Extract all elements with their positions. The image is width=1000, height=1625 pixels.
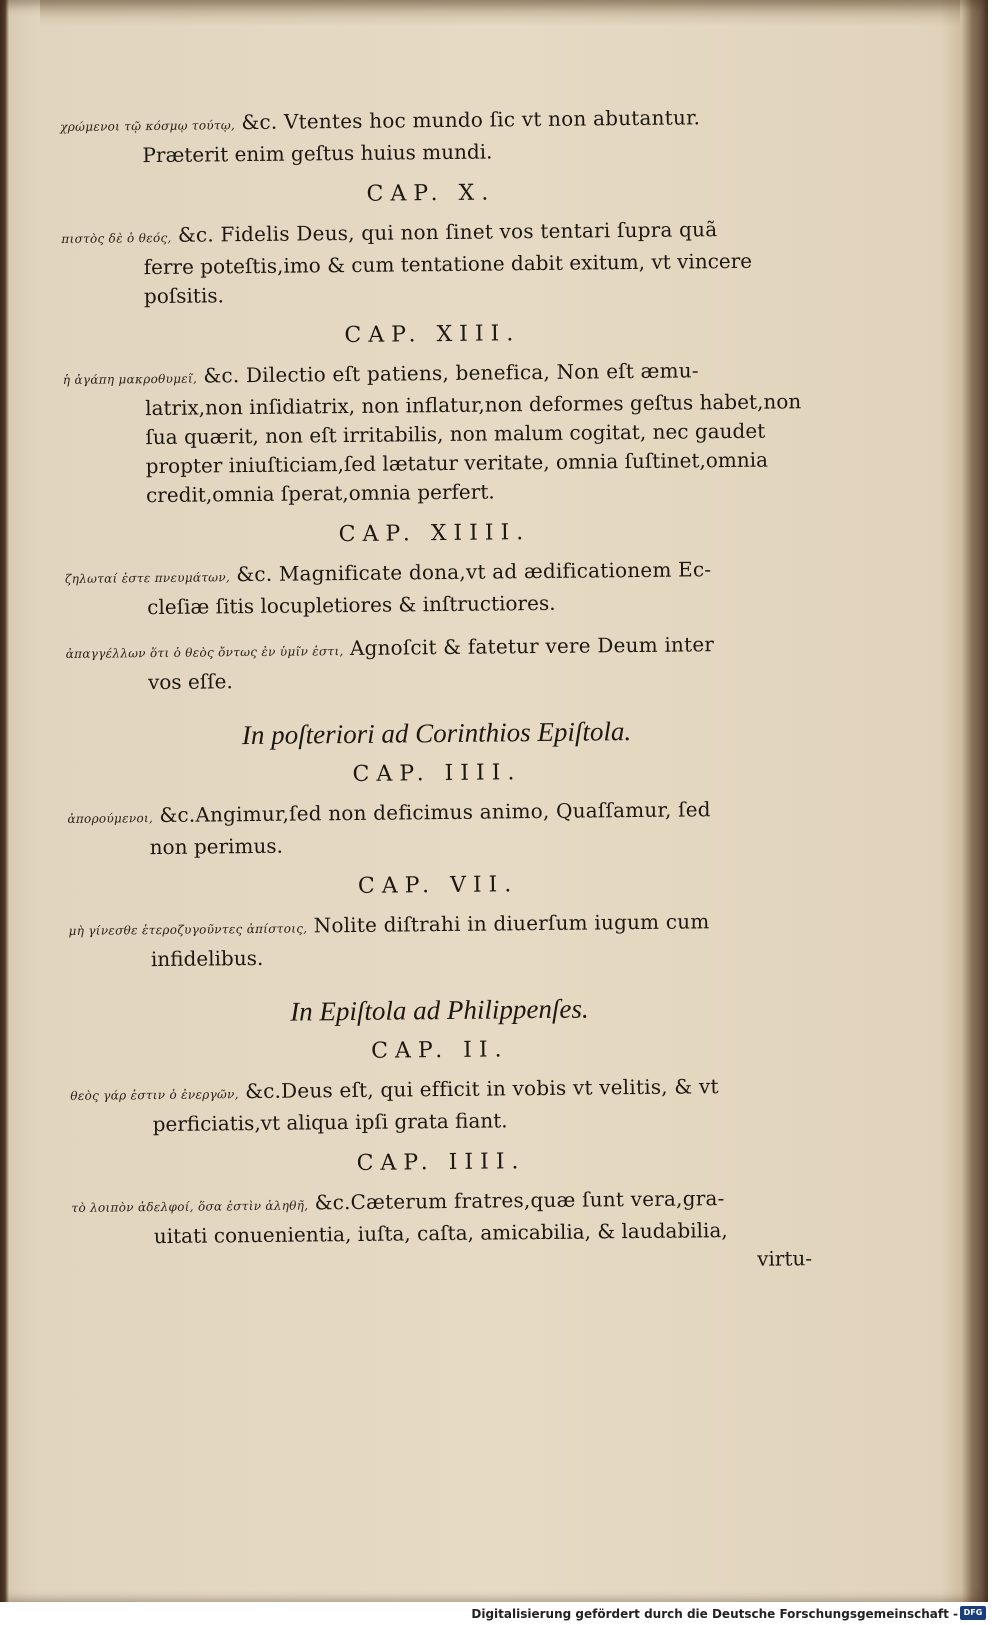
- latin-text: Nolite diſtrahi in diuerſum iugum cum: [313, 909, 710, 938]
- latin-continuation: latrix,non inſidiatrix, non inflatur,non deformes geſtus habet,non ſua quærit, non eſt irritabilis, non malum cogitat, nec gaudet propter iniuſticiam,ſed lætatur veritate, omnia ſuſtinet,omnia credit,omnia ſperat,omnia perfert.: [145, 389, 802, 508]
- section-heading: In poſteriori ad Corinthios Epiſtola.: [241, 716, 632, 751]
- chapter-heading: CAP. X.: [366, 180, 496, 207]
- latin-text: &c. Dilectio eſt patiens, benefica, Non eſt æmu-: [203, 358, 699, 388]
- funding-notice: Digitalisierung gefördert durch die Deutsche Forschungsgemeinschaft -: [471, 1607, 958, 1621]
- latin-text: &c.Angimur,ſed non deficimus animo, Quaſſamur, ſed: [159, 797, 711, 827]
- greek-lemma: πιστὸς δὲ ὁ θεός,: [61, 230, 172, 246]
- latin-text: &c. Vtentes hoc mundo ſic vt non abutantur.: [241, 105, 701, 135]
- latin-continuation: non perimus.: [149, 833, 284, 860]
- entry-7: [68, 906, 809, 975]
- chapter-heading: CAP. IIII.: [352, 760, 522, 787]
- entry-5: [66, 629, 807, 698]
- latin-text: Agnoſcit & fatetur vere Deum inter: [349, 632, 715, 660]
- latin-continuation: uitati conuenientia, iuſta, caſta, amicabilia, & laudabilia,: [153, 1218, 728, 1249]
- latin-text: &c.Cæterum fratres,quæ ſunt vera,gra-: [314, 1186, 725, 1215]
- greek-lemma: ζηλωταί ἐστε πνευμάτων,: [64, 570, 231, 586]
- greek-lemma: ἀπαγγέλλων ὅτι ὁ θεὸς ὄντως ἐν ὑμῖν ἐστι,: [65, 644, 344, 661]
- latin-text: &c.Deus eſt, qui efficit in vobis vt velitis, & vt: [245, 1074, 719, 1104]
- chapter-heading: CAP. II.: [371, 1037, 509, 1064]
- chapter-heading: CAP. XIII.: [344, 321, 521, 349]
- latin-continuation: cleſiæ ſitis locupletiores & inſtructiores.: [147, 590, 556, 620]
- latin-continuation: ferre poteſtis,imo & cum tentatione dabit exitum, vt vincere poſsitis.: [143, 248, 753, 309]
- dfg-logo: DFG: [960, 1606, 986, 1620]
- latin-continuation: infidelibus.: [150, 945, 264, 972]
- latin-text: &c. Magnificate dona,vt ad ædificationem Ec-: [236, 557, 712, 587]
- catchword: virtu-: [757, 1246, 813, 1271]
- entry-4: [65, 554, 806, 623]
- greek-lemma: χρώμενοι τῷ κόσμῳ τούτῳ,: [60, 118, 236, 134]
- entry-9: [71, 1183, 812, 1281]
- section-heading: In Epiſtola ad Philippenſes.: [290, 993, 589, 1027]
- page-edge-stain: [40, 0, 960, 26]
- latin-text: &c. Fidelis Deus, qui non ſinet vos tentari ſupra quã: [177, 217, 718, 247]
- greek-lemma: ἀπορούμενοι,: [67, 811, 154, 826]
- greek-lemma: θεὸς γάρ ἐστιν ὁ ἐνεργῶν,: [70, 1087, 239, 1103]
- digitization-footer: [0, 1602, 1000, 1625]
- greek-lemma: τὸ λοιπὸν ἀδελφοί, ὅσα ἐστὶν ἀληθῆ,: [71, 1198, 309, 1215]
- greek-lemma: μὴ γίνεσθε ἑτεροζυγοῦντες ἀπίστοις,: [68, 921, 308, 938]
- latin-continuation: vos eſſe.: [147, 669, 233, 695]
- chapter-heading: CAP. VII.: [357, 872, 519, 899]
- page-text: [60, 102, 812, 1295]
- greek-lemma: ἡ ἀγάπη μακροθυμεῖ,: [62, 371, 198, 387]
- latin-continuation: perficiatis,vt aliqua ipſi grata fiant.: [152, 1108, 508, 1137]
- chapter-heading: CAP. XIIII.: [338, 520, 531, 548]
- entry-2: [61, 214, 802, 312]
- entry-8: [70, 1071, 811, 1140]
- entry-6: [67, 794, 808, 863]
- latin-continuation: Præterit enim geſtus huius mundi.: [142, 139, 493, 168]
- entry-1: [60, 102, 801, 171]
- entry-3: [63, 355, 805, 511]
- chapter-heading: CAP. IIII.: [356, 1149, 526, 1176]
